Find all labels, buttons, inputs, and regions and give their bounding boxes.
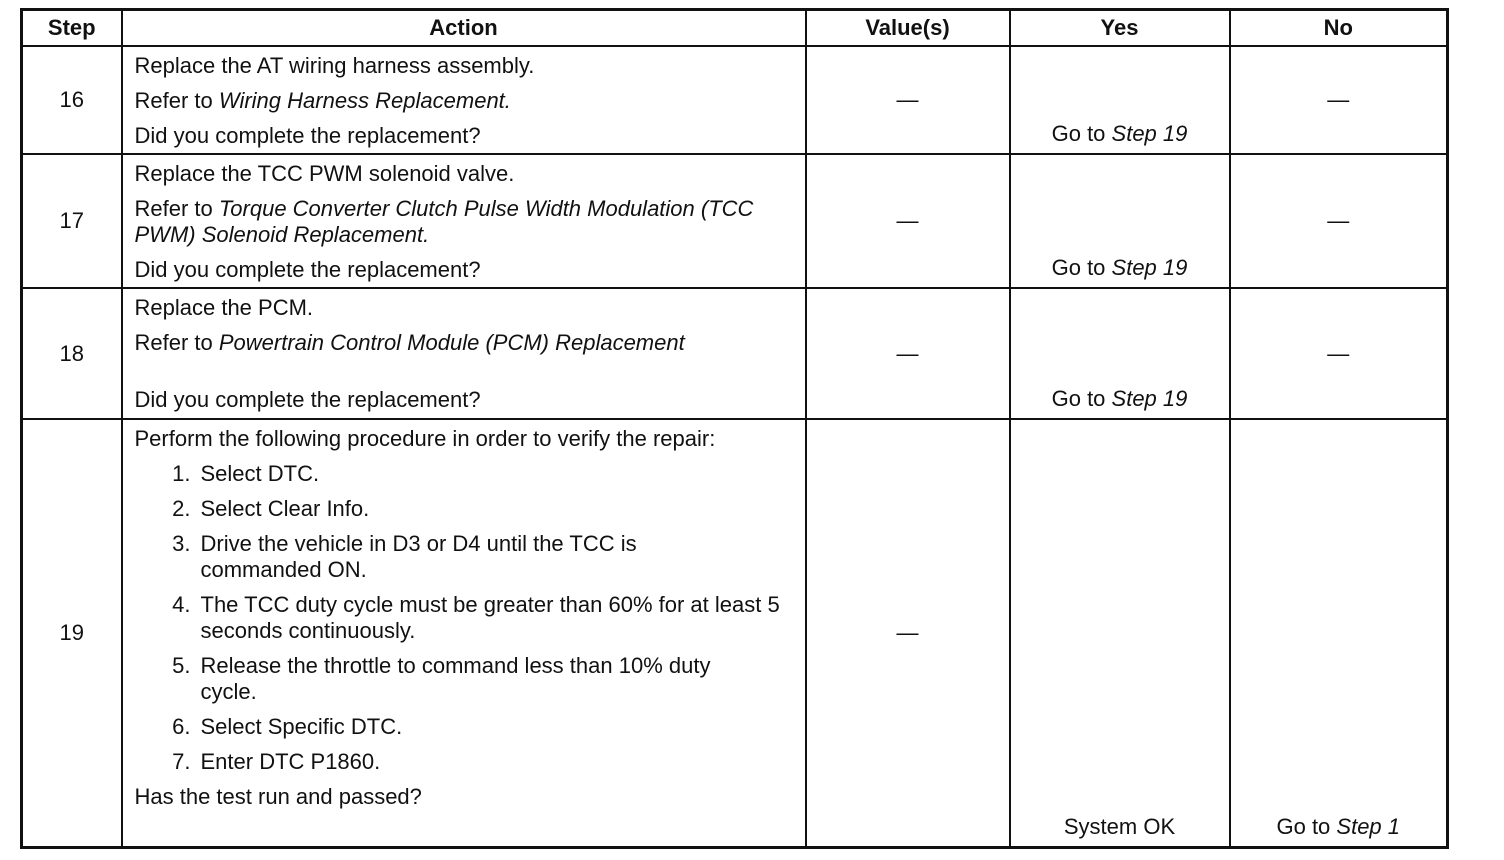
procedure-step-number: 2.: [172, 496, 191, 521]
no-step-link[interactable]: Step 1: [1336, 813, 1401, 839]
procedure-step: [135, 592, 795, 644]
table-row: [22, 419, 1448, 847]
action-reference: [135, 196, 795, 248]
yes-prefix: Go to: [1051, 255, 1112, 280]
procedure-step: [135, 749, 795, 775]
no-cell: [1230, 419, 1448, 847]
step-number: 16: [22, 46, 122, 154]
procedure-step: [135, 714, 795, 740]
yes-prefix: Go to: [1051, 121, 1112, 146]
procedure-step: [135, 653, 795, 705]
action-question: Has the test run and passed?: [134, 784, 422, 809]
action-cell: [122, 419, 806, 847]
yes-cell: [1010, 288, 1230, 419]
action-instruction: Replace the AT wiring harness assembly.: [134, 53, 535, 78]
procedure-step-text: Enter DTC P1860.: [200, 749, 381, 774]
procedure-step-text: Select Clear Info.: [200, 496, 370, 521]
yes-step-link[interactable]: Step 19: [1111, 121, 1188, 146]
yes-prefix: Go to: [1051, 386, 1112, 411]
procedure-step-number: 1.: [172, 461, 191, 486]
action-question: Did you complete the replacement?: [134, 387, 481, 412]
procedure-step-text: Drive the vehicle in D3 or D4 until the TCC is commanded ON.: [200, 531, 637, 582]
header-values: Value(s): [806, 10, 1010, 47]
procedure-step-number: 3.: [172, 531, 191, 556]
yes-cell: [1010, 46, 1230, 154]
no-cell: —: [1230, 46, 1448, 154]
header-no: No: [1230, 10, 1448, 47]
procedure-step-number: 6.: [172, 714, 191, 739]
no-cell: —: [1230, 288, 1448, 419]
procedure-step-text: Select Specific DTC.: [200, 714, 403, 739]
step-number: 18: [22, 288, 122, 419]
action-cell: [122, 288, 806, 419]
procedure-step-number: 4.: [172, 592, 191, 617]
yes-cell: System OK: [1010, 419, 1230, 847]
reference-prefix: Refer to: [134, 330, 219, 355]
table-row: [22, 154, 1448, 288]
value-cell: —: [806, 46, 1010, 154]
table-row: [22, 46, 1448, 154]
yes-cell: [1010, 154, 1230, 288]
header-step: Step: [22, 10, 122, 47]
action-question: Did you complete the replacement?: [134, 123, 481, 148]
step-number: 17: [22, 154, 122, 288]
procedure-step-number: 7.: [172, 749, 191, 774]
reference-link[interactable]: Wiring Harness Replacement.: [218, 88, 511, 113]
procedure-list: [135, 461, 795, 775]
reference-prefix: Refer to: [134, 88, 219, 113]
table-row: [22, 288, 1448, 419]
yes-step-link[interactable]: Step 19: [1111, 386, 1188, 411]
reference-link[interactable]: Torque Converter Clutch Pulse Width Modulation (TCC PWM) Solenoid Replacement.: [134, 196, 754, 247]
action-reference: [135, 88, 795, 114]
action-question: Did you complete the replacement?: [134, 257, 481, 282]
table-header-row: [22, 10, 1448, 47]
action-reference: [135, 330, 795, 356]
procedure-step: [135, 496, 795, 522]
header-action: Action: [122, 10, 806, 47]
procedure-step: [135, 461, 795, 487]
yes-step-link[interactable]: Step 19: [1111, 255, 1188, 280]
action-intro: Perform the following procedure in order to verify the repair:: [134, 426, 716, 451]
action-instruction: Replace the TCC PWM solenoid valve.: [134, 161, 515, 186]
value-cell: —: [806, 419, 1010, 847]
step-number: 19: [22, 419, 122, 847]
procedure-step-text: The TCC duty cycle must be greater than 60% for at least 5 seconds continuously.: [200, 592, 780, 643]
action-cell: [122, 46, 806, 154]
procedure-step-number: 5.: [172, 653, 191, 678]
diagnostic-table: [20, 8, 1449, 849]
procedure-step: [135, 531, 795, 583]
action-instruction: Replace the PCM.: [134, 295, 314, 320]
reference-link[interactable]: Powertrain Control Module (PCM) Replacement: [218, 330, 685, 355]
header-yes: Yes: [1010, 10, 1230, 47]
no-prefix: Go to: [1276, 813, 1337, 839]
procedure-step-text: Select DTC.: [200, 461, 320, 486]
value-cell: —: [806, 154, 1010, 288]
value-cell: —: [806, 288, 1010, 419]
no-cell: —: [1230, 154, 1448, 288]
action-cell: [122, 154, 806, 288]
procedure-step-text: Release the throttle to command less than 10% duty cycle.: [200, 653, 711, 704]
reference-prefix: Refer to: [134, 196, 219, 221]
